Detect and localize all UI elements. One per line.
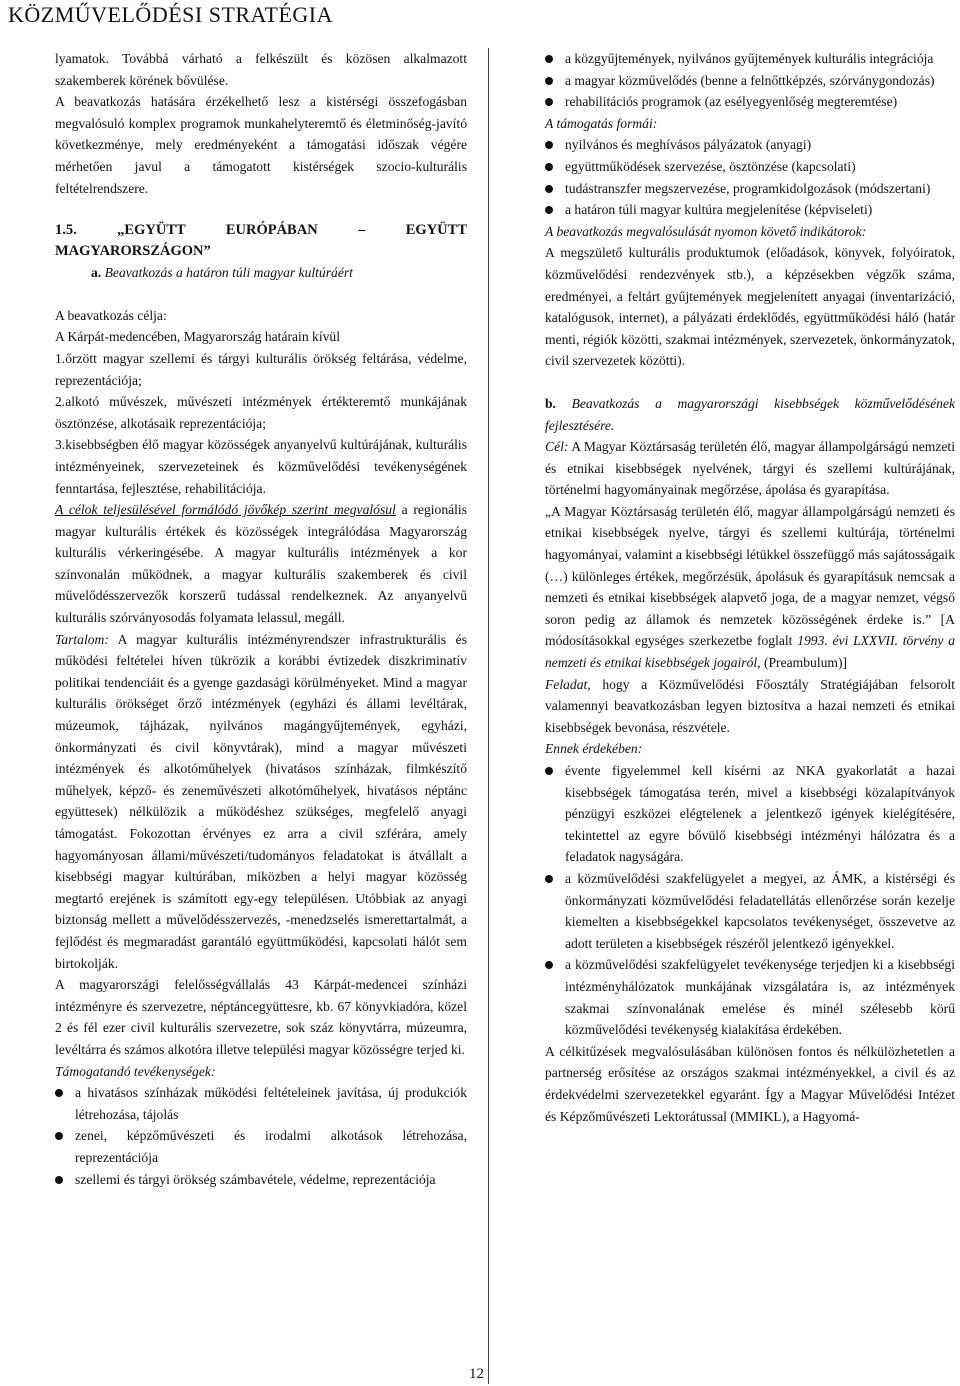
list-item: évente figyelemmel kell kísérni az NKA gyakorlatát a hazai kisebbségek támogatása terén, mivel a kisebbségi közalapítványok pénzügyi eszközei elégtelenek a jelentkező igények kielégítésére, tekintettel az egyre bővülő kisebbségi intézményi hálózatra és a feladatok nagyságára. xyxy=(545,760,955,868)
list-item: a közművelődési szakfelügyelet tevékenysége terjedjen ki a kisebbségi intézményhálózatok munkájának vizsgálatára is, az intézmények szakmai színvonalának emelése és minél szélesebb körű közművelődési tevékenység kialakítása érdekében. xyxy=(545,954,955,1040)
subsection-b-letter: b. xyxy=(545,395,556,411)
goal-paragraph xyxy=(545,436,955,501)
list-item: zenei, képzőművészeti és irodalmi alkotások létrehozása, reprezentációja xyxy=(55,1125,467,1168)
quote-end: (Preambulum)] xyxy=(763,655,848,671)
goal-item-3: 3.kisebbségben élő magyar közösségek anyanyelvű kultúrájának, kulturális intézményeinek, szervezeteinek és közművelődési tevékenységének fenntartása, fejlesztése, rehabilitációja. xyxy=(55,437,467,496)
task-text: hogy a Közművelődési Főosztály Stratégiájában felsorolt valamennyi beavatkozásban legyen biztosítva a hazai nemzeti és etnikai kisebbségek bevonása, részvétele. xyxy=(545,676,955,735)
section-heading: 1.5. „EGYÜTT EURÓPÁBAN – EGYÜTT MAGYARORSZÁGON” xyxy=(55,222,467,260)
list-item: a közművelődési szakfelügyelet a megyei, az ÁMK, a kistérségi és önkormányzati közművelődési feladatellátás ellenőrzése során kezelje kiemelten a kisebbségekkel kapcsolatos tevékenységet, összevetve az adott területen a kisebbségek részéről jelentkező igényekkel. xyxy=(545,868,955,954)
subsection-a-letter: a. xyxy=(91,265,102,281)
indicators-text: A megszülető kulturális produktumok (előadások, könyvek, folyóiratok, közművelődési rendezvények stb.), a képzésekben végzők száma, eredményei, a feltárt gyűjtemények megjelenített anyagai (inventarizáció, katalógusok, internet), a pályázati érdeklődés, együttműködési háló (határ menti, régiók közötti, szakmai intézmények, szervezetek, önkormányzatok, civil szervezetek közötti). xyxy=(545,245,955,369)
list-item: a közgyűjtemények, nyilvános gyűjtemények kulturális integrációja xyxy=(545,48,955,70)
quote-law: 1993. évi LXXVII. törvény a nemzeti és etnikai kisebbségek jogairól, xyxy=(545,633,955,671)
goal-item-1: 1.őrzött magyar szellemi és tárgyi kulturális örökség feltárása, védelme, reprezentációja; xyxy=(55,350,467,388)
goal-label: A beavatkozás célja: xyxy=(55,307,167,323)
list-item: a magyar közművelődés (benne a felnőttképzés, szórványgondozás) xyxy=(545,70,955,92)
quote-main: „A Magyar Köztársaság területén élő, magyar állampolgárságú nemzeti és etnikai kisebbségek nyelve, tárgyi és szellemi kultúrája, történelmi hagyományai, valamint a kisebbségi létükkel összefüggő más sajátosságaik (…) különleges értékek, megőrzésük, ápolásuk és gyarapításuk nemcsak a nemzeti és etnikai kisebbségek alapvető joga, de a magyar nemzet, végső soron pedig az államok és nemzetek közösségének érdeke is.” [A módosításokkal egységes szerkezetbe foglalt xyxy=(545,503,955,649)
quote-paragraph xyxy=(545,501,955,674)
subsection-a-text: Beavatkozás a határon túli magyar kultúráért xyxy=(104,265,353,281)
page-header-title: KÖZMŰVELŐDÉSI STRATÉGIA xyxy=(8,2,333,27)
vision-text: a regionális magyar kulturális értékek és közösségek integrálódása Magyarország kulturális vérkeringésébe. A magyar kulturális intézmények a kor színvonalán működnek, a magyar kulturális szakemberek és civil művelődésszervezők korszerű tudással rendelkeznek. Az anyanyelvű kulturális szórványosodás folyamata lelassul, megáll. xyxy=(55,502,467,626)
for-this-label: Ennek érdekében: xyxy=(545,741,643,757)
list-item: a határon túli magyar kultúra megjelenítése (képviseleti) xyxy=(545,199,955,221)
subsection-b-title xyxy=(545,393,955,436)
list-item: tudástranszfer megszervezése, programkidolgozások (módszertani) xyxy=(545,178,955,200)
list-item: szellemi és tárgyi örökség számbavétele, védelme, reprezentációja xyxy=(55,1169,467,1191)
left-column xyxy=(55,48,467,1190)
indicators-label: A beavatkozás megvalósulását nyomon követő indikátorok: xyxy=(545,223,867,239)
goal-text: A Magyar Köztársaság területén élő, magyar állampolgárságú nemzeti és etnikai kisebbségek nyelvének, tárgyi és szellemi kultúrájának, történelmi hagyományainak megőrzése, ápolása és gyarapítása. xyxy=(545,439,955,498)
final-paragraph: A célkitűzések megvalósulásában különösen fontos és nélkülözhetetlen a partnerség erősítése az országos szakmai intézményekkel, a civil és az érdekvédelmi szervezetekkel egyaránt. Így a Magyar Művelődési Intézet és Képzőművészeti Lektorátussal (MMIKL), a Hagyomá- xyxy=(545,1043,955,1124)
paragraph-impact: A beavatkozás hatására érzékelhető lesz a kistérségi összefogásban megvalósuló komplex programok munkahelyteremtő és életminőség-javító következménye, mely eredményeként a támogatási időszak végére mérhetően javul a támogatott kistérségek szocio-kulturális feltételrendszere. xyxy=(55,94,467,196)
vision-paragraph xyxy=(55,499,467,629)
vision-lead: A célok teljesülésével formálódó jövőkép szerint megvalósul xyxy=(55,502,396,518)
content-label: Tartalom: xyxy=(55,631,109,647)
task-label: Feladat, xyxy=(545,676,591,692)
supported-activities-label: Támogatandó tevékenységek: xyxy=(55,1063,216,1079)
goal-label: Cél: xyxy=(545,439,569,455)
support-forms-label: A támogatás formái: xyxy=(545,115,658,131)
column-divider xyxy=(488,48,489,1384)
content-paragraph xyxy=(55,629,467,975)
list-item: együttműködések szervezése, ösztönzése (kapcsolati) xyxy=(545,156,955,178)
task-paragraph xyxy=(545,674,955,739)
goal-item-2: 2.alkotó művészek, művészeti intézmények értékteremtő munkájának ösztönzése, alkotásaik reprezentációja; xyxy=(55,394,467,431)
list-item: a hivatásos színházak működési feltételeinek javítása, új produkciók létrehozása, tájolás xyxy=(55,1082,467,1125)
page-number: 12 xyxy=(469,1366,484,1382)
goal-text: A Kárpát-medencében, Magyarország határain kívül xyxy=(55,329,340,345)
responsibility-paragraph: A magyarországi felelősségvállalás 43 Kárpát-medencei színházi intézményre és szervezetre, néptáncegyüttesre, kb. 67 könyvkiadóra, közel 2 és fél ezer civil kulturális szervezetre, sok száz könyvtárra, múzeumra, levéltárra és számos alkotóra illetve települési magyar közösségre terjed ki. xyxy=(55,977,467,1057)
paragraph-intro: lyamatok. Továbbá várható a felkészült és közösen alkalmazott szakemberek körének bővülése. xyxy=(55,51,467,88)
subsection-b-text: Beavatkozás a magyarországi kisebbségek közművelődésének fejlesztésére. xyxy=(545,395,956,433)
list-item: nyilvános és meghívásos pályázatok (anyagi) xyxy=(545,134,955,156)
content-text: A magyar kulturális intézményrendszer infrastrukturális és működési feltételei híven tükrözik a korábbi évtizedek diszkriminatív politikai tendenciáit és a gyenge gazdasági körülményeket. Mind a magyar kulturális örökséget őrző intézmények (egyházi és állami levéltárak, múzeumok, tájházak, nyilvános magángyűjtemények, egyházi, önkormányzati és civil könyvtárak), mind a magyar művészeti intézmények és alkotóműhelyek (hivatásos színházak, filmkészítő műhelyek, képző- és zeneművészeti alkotóműhelyek, hivatásos néptánc együttesek) nélkülözik a működéshez szükséges, megfelelő anyagi támogatást. Fokozottan érvényes ez arra a civil szférára, amely hagyományosan állami/művészeti/tudományos feladatokat is átvállalt a kisebbségi magyar kultúrában, miközben a helyi magyar közösség megtartó erejének is számított egy-egy településen. Utóbbiak az anyagi biztonság mellett a művelődésszervezés, -menedzselés ismerettartalmát, a fejlődést és megmaradást garantáló együttműködési, kapcsolati hálót sem birtokolják. xyxy=(55,631,467,971)
list-item: rehabilitációs programok (az esélyegyenlőség megteremtése) xyxy=(545,91,955,113)
subsection-a-title xyxy=(55,262,467,284)
right-column xyxy=(545,48,955,1127)
